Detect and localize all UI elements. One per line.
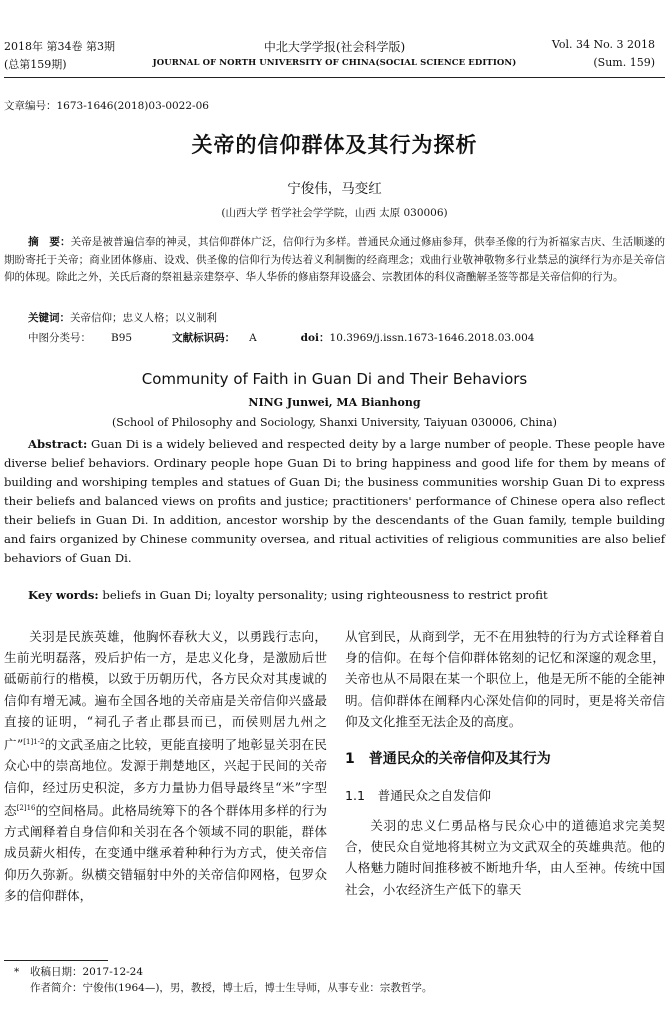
header-sum: (总第159期)	[4, 58, 67, 71]
body-column-right-p2	[345, 815, 665, 900]
affiliation-cn: (山西大学 哲学社会学学院，山西 太原 030006)	[221, 207, 448, 219]
clc-value: B95	[111, 332, 133, 344]
body-paragraph: 关羽的忠义仁勇品格与民众心中的道德追求完美契合，使民众自觉地将其树立为文武双全的英雄典范。他的人格魅力随时间推移被不断地升华，由人至神。传统中国社会，小农经济生产低下的靠天	[345, 818, 665, 897]
keywords-en-label: Key words:	[28, 588, 99, 602]
body-text: 的空间格局。此格局统筹下的各个群体用多样的行为方式阐释着自身信仰和关羽在各个领域不同的职能，群体成员薪火相传，在变通中继承着种种行为方式，使关帝信仰历久弥新。纵横交错辐射中外的关帝信仰网格，包罗众多的信仰群体，	[4, 803, 328, 903]
header-sum-en: (Sum. 159)	[593, 56, 655, 69]
doi-label: doi：	[300, 332, 330, 344]
keywords-cn-text: 关帝信仰；忠义人格；以义制利	[70, 312, 217, 324]
authors-en: NING Junwei, MA Bianhong	[248, 396, 421, 409]
header-journal-cn: 中北大学学报(社会科学版)	[263, 40, 406, 54]
classification-info	[28, 330, 668, 345]
section-heading-1: 1 普通民众的关帝信仰及其行为	[345, 751, 551, 767]
affiliation-en: (School of Philosophy and Sociology, Shanxi University, Taiyuan 030006, China)	[112, 416, 557, 429]
abstract-en	[4, 435, 665, 568]
authors-cn: 宁俊伟，马变红	[287, 181, 382, 197]
body-column-left	[4, 626, 327, 906]
abstract-cn-text: 关帝是被普遍信奉的神灵，其信仰群体广泛，信仰行为多样。普通民众通过修庙参拜，供奉圣像的行为祈福家吉庆、生活顺遂的期盼寄托于关帝；商业团体修庙、设戏、供圣像的信仰行为传达着义利制衡的经商理念；戏曲行业敬神敬物多行业禁忌的演绎行为亦是关帝信仰的体现。除此之外，关氏后裔的祭祖悬亲建祭亭、华人华侨的修庙祭拜设盛会、宗教团体的科仪斋醮解圣签等都是关帝信仰的行为。	[4, 236, 666, 283]
body-column-right	[345, 626, 665, 732]
doi-value: 10.3969/j.issn.1673-1646.2018.03.004	[329, 332, 535, 344]
header-rule	[4, 77, 665, 78]
subsection-heading-1-1: 1.1 普通民众之自发信仰	[345, 788, 491, 803]
title-en: Community of Faith in Guan Di and Their Behaviors	[141, 370, 528, 388]
abstract-cn	[4, 234, 665, 287]
header-issue: 2018年 第34卷 第3期	[4, 40, 115, 53]
body-text: 关羽是民族英雄，他胸怀春秋大义，以勇践行志向，生前光明磊落，殁后护佑一方，是忠义化身，是激励后世砥砺前行的楷模，以致于历朝历代，各方民众对其虔诚的信仰有增无减。遍布全国各地的关帝庙是关帝信仰兴盛最直接的证明，“祠孔子者止郡县而已，而侯则居九州之广”	[4, 629, 327, 753]
keywords-cn-label: 关键词：	[28, 312, 70, 324]
footnote-received: 收稿日期：2017-12-24	[30, 966, 144, 978]
body-paragraph	[4, 626, 327, 906]
footnote-star: *	[14, 966, 20, 978]
doc-code-value: A	[249, 332, 257, 344]
abstract-en-label: Abstract:	[28, 437, 88, 451]
header-volume: Vol. 34 No. 3 2018	[551, 38, 655, 51]
article-number: 文章编号：1673-1646(2018)03-0022-06	[4, 100, 209, 112]
page-title: 关帝的信仰群体及其行为探析	[191, 132, 478, 157]
footnote-bio: 作者简介：宁俊伟(1964—)，男，教授，博士后，博士生导师，从事专业：宗教哲学。	[30, 982, 433, 994]
keywords-cn	[28, 310, 217, 325]
header-journal-en: JOURNAL OF NORTH UNIVERSITY OF CHINA(SOCIAL SCIENCE EDITION)	[152, 58, 517, 68]
abstract-en-text: Guan Di is a widely believed and respected deity by a large number of people. These people have diverse belief behaviors. Ordinary people hope Guan Di to bring happiness and good life for them by means of building and worshiping temples and statues of Guan Di; the business communities worship Guan Di to express their beliefs and balanced views on profits and justice; practitioners' performance of Chinese opera also reflect their beliefs in Guan Di. In addition, ancestor worship by the descendants of the Guan family, temple building and fairs organized by Chinese community oversea, and ritual activities of religious communities are also belief behaviors of Guan Di.	[4, 437, 666, 565]
doc-code-label: 文献标识码：	[172, 332, 236, 344]
keywords-en	[28, 586, 665, 605]
footnote-rule	[4, 960, 108, 961]
body-text: 的文武圣庙之比较，更能直接明了地彰显关羽在民众心中的崇高地位。发源于荆楚地区，兴起于民间的关帝信仰，经过历史积淀，多方力量协力倡导最终呈“米”字型态	[4, 737, 327, 818]
abstract-cn-label: 摘 要：	[28, 236, 71, 248]
body-paragraph: 从官到民，从商到学，无不在用独特的行为方式诠释着自身的信仰。在每个信仰群体铭刻的记忆和深邃的观念里，关帝也从不局限在某一个职位上，他是无所不能的全能神明。信仰群体在阐释内心深处信仰的同时，更是将关帝信仰及文化推至无法企及的高度。	[345, 629, 665, 729]
citation-1: [1]1-2	[23, 738, 45, 747]
clc-label: 中图分类号：	[28, 332, 91, 344]
citation-2: [2]16	[16, 803, 36, 812]
keywords-en-text: beliefs in Guan Di; loyalty personality; using righteousness to restrict profit	[102, 588, 548, 602]
